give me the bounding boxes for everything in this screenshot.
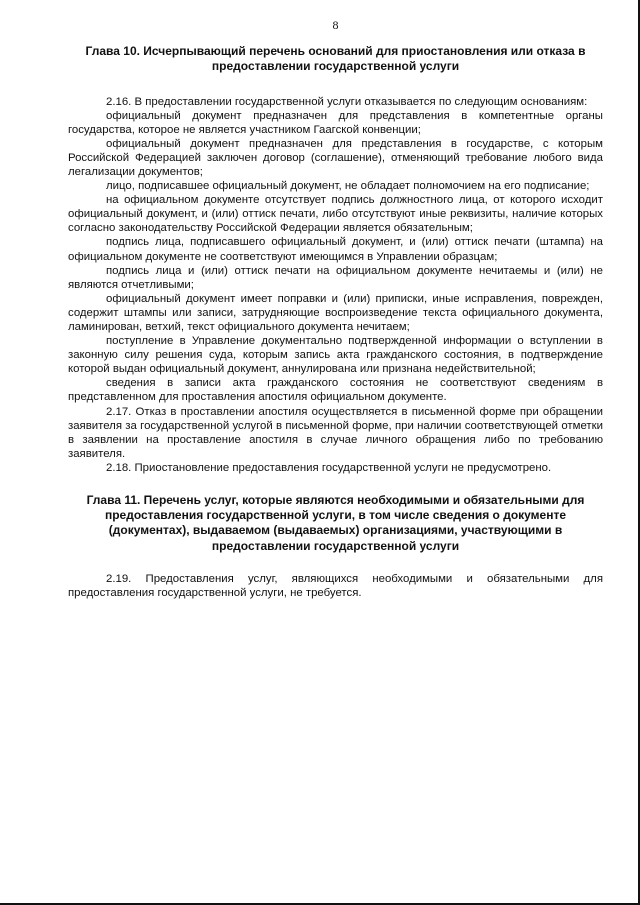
paragraph-2-17: 2.17. Отказ в проставлении апостиля осуществляется в письменной форме при обращении заявителя за государственной услугой в письменной форме, при наличии соответствующей отметки в заявлении на проставление апостиля в случае личного обращения либо по требованию заявителя.	[68, 405, 603, 460]
list-item-hague-convention: официальный документ предназначен для представления в компетентные органы государства, которое не является участником Гаагской конвенции;	[68, 109, 603, 136]
list-item-illegible-signature: подпись лица и (или) оттиск печати на официальном документе нечитаемы и (или) не являются отчетливыми;	[68, 264, 603, 291]
list-item-signature-mismatch: подпись лица, подписавшего официальный документ, и (или) оттиск печати (штампа) на официальном документе не соответствуют имеющимся в Управлении образцам;	[68, 236, 603, 263]
list-item-court-decision: поступление в Управление документально подтвержденной информации о вступлении в законную силу решения суда, которым запись акта гражданского состояния, в подтверждение которой выдан официальный документ, аннулирована или признана недействительной;	[68, 335, 603, 376]
chapter-10-body	[68, 95, 603, 476]
document-page	[68, 18, 603, 600]
paragraph-2-18: 2.18. Приостановление предоставления государственной услуги не предусмотрено.	[106, 461, 552, 474]
list-item-legalization-treaty: официальный документ предназначен для представления в государстве, с которым Российской Федерацией заключен договор (соглашение), отменяющий требование любого вида легализации документов;	[68, 137, 603, 178]
list-item-record-mismatch: сведения в записи акта гражданского состояния не соответствуют сведениям в представленном для проставления апостиля официальном документе.	[68, 377, 603, 404]
page-number: 8	[332, 18, 339, 32]
list-item-signatory-authority: лицо, подписавшее официальный документ, не обладает полномочием на его подписание;	[106, 180, 590, 193]
chapter-11-heading: Глава 11. Перечень услуг, которые являются необходимыми и обязательными для предоставления государственной услуги, в том числе сведения о документе (документах), выдаваемом (выдаваемых) организациями, участвующими в предоставлении государственной услуги	[86, 493, 585, 553]
chapter-11-body	[68, 572, 603, 600]
list-item-missing-signature: на официальном документе отсутствует подпись должностного лица, от которого исходит официальный документ, и (или) оттиск печати, либо отсутствуют иные реквизиты, наличие которых согласно законодательству Российской Федерации является обязательным;	[68, 194, 603, 235]
list-item-damaged-document: официальный документ имеет поправки и (или) приписки, иные исправления, поврежден, содержит штампы или записи, затрудняющие воспроизведение текста официального документа, ламинирован, ветхий, текст официального документа нечитаем;	[68, 292, 603, 333]
paragraph-2-19: 2.19. Предоставления услуг, являющихся необходимыми и обязательными для предоставления государственной услуги, не требуется.	[68, 572, 603, 599]
chapter-10-heading: Глава 10. Исчерпывающий перечень оснований для приостановления или отказа в предоставлении государственной услуги	[85, 44, 586, 74]
paragraph-2-16: 2.16. В предоставлении государственной услуги отказывается по следующим основаниям:	[106, 95, 588, 108]
